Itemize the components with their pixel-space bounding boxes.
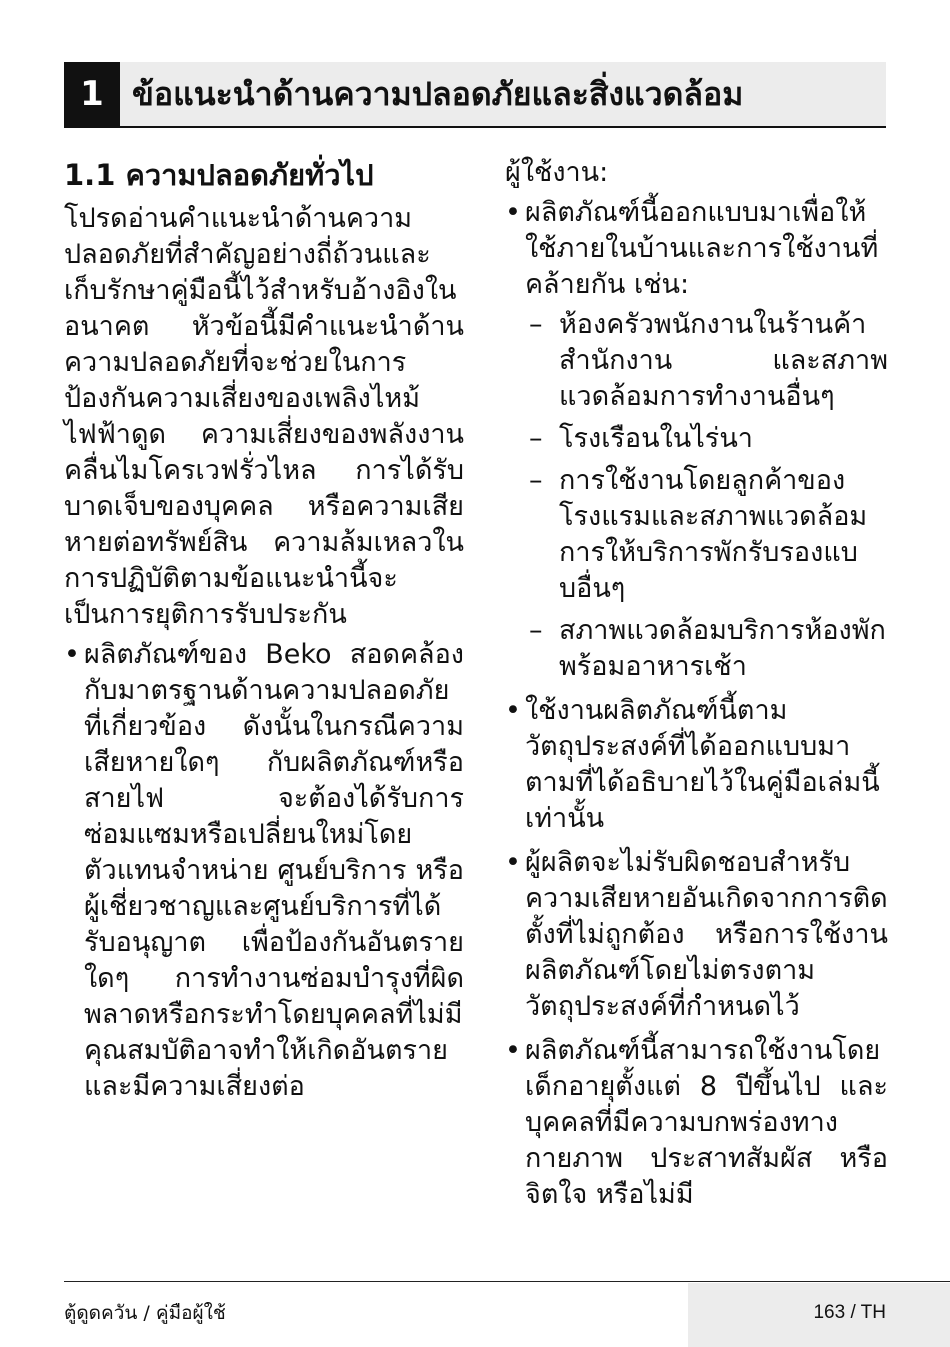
dash-mark: –: [529, 615, 543, 646]
dash-mark: –: [529, 423, 543, 454]
footer-document-title: ตู้ดูดควัน / คู่มือผู้ใช้: [64, 1302, 226, 1324]
bullet-mark: •: [505, 847, 521, 878]
bullet-mark: •: [505, 1035, 521, 1066]
dash-list: [525, 307, 888, 685]
dash-text: การใช้งานโดยลูกค้าของโรงแรมและสภาพแวดล้อมการให้บริการพักรับรองแบบอื่นๆ: [559, 465, 868, 604]
dash-text: ห้องครัวพนักงานในร้านค้า สำนักงาน และสภาพแวดล้อมการทำงานอื่นๆ: [559, 309, 888, 412]
bullet-text: ผลิตภัณฑ์นี้ออกแบบมาเพื่อให้ใช้ภายในบ้านและการใช้งานที่คล้ายกัน เช่น:: [525, 197, 879, 300]
left-column: [64, 155, 464, 1113]
list-item: [505, 1033, 888, 1213]
left-bullet-list: [64, 637, 464, 1105]
intro-paragraph: โปรดอ่านคำแนะนำด้านความปลอดภัยที่สำคัญอย่างถี่ถ้วนและเก็บรักษาคู่มือนี้ไว้สำหรับอ้างอิงในอนาคต หัวข้อนี้มีคำแนะนำด้านความปลอดภัยที่จะช่วยในการป้องกันความเสี่ยงของเพลิงไหม้ ไฟฟ้าดูด ความเสี่ยงของพลังงานคลื่นไมโครเวฟรั่วไหล การได้รับบาดเจ็บของบุคคล หรือความเสียหายต่อทรัพย์สิน ความล้มเหลวในการปฏิบัติตามข้อแนะนำนี้จะเป็นการยุติการรับประกัน: [64, 203, 464, 630]
dash-item: [525, 307, 888, 415]
dash-mark: –: [529, 465, 543, 496]
right-column: [505, 155, 888, 1221]
right-bullet-list: [505, 195, 888, 1213]
dash-item: [525, 463, 888, 607]
bullet-mark: •: [505, 695, 521, 726]
bullet-text: ผู้ผลิตจะไม่รับผิดชอบสำหรับความเสียหายอันเกิดจากการติดตั้งที่ไม่ถูกต้อง หรือการใช้งานผลิตภัณฑ์โดยไม่ตรงตามวัตถุประสงค์ที่กำหนดไว้: [525, 847, 888, 1022]
chapter-title: ข้อแนะนำด้านความปลอดภัยและสิ่งแวดล้อม: [132, 75, 744, 113]
dash-text: โรงเรือนในไร่นา: [559, 423, 753, 454]
chapter-header: [64, 62, 886, 128]
continued-text: ผู้ใช้งาน:: [505, 157, 609, 188]
bullet-text: ใช้งานผลิตภัณฑ์นี้ตามวัตถุประสงค์ที่ได้ออกแบบมาตามที่ได้อธิบายไว้ในคู่มือเล่มนี้เท่านั้น: [525, 695, 880, 834]
dash-item: [525, 613, 888, 685]
list-item: [505, 845, 888, 1025]
section-title: 1.1 ความปลอดภัยทั่วไป: [64, 158, 374, 192]
list-item: [505, 693, 888, 837]
dash-mark: –: [529, 309, 543, 340]
dash-item: [525, 421, 888, 457]
dash-text: สภาพแวดล้อมบริการห้องพักพร้อมอาหารเช้า: [559, 615, 886, 682]
bullet-text: ผลิตภัณฑ์ของ Beko สอดคล้องกับมาตรฐานด้านความปลอดภัยที่เกี่ยวข้อง ดังนั้นในกรณีความเสียหายใดๆ กับผลิตภัณฑ์หรือสายไฟ จะต้องได้รับการซ่อมแซมหรือเปลี่ยนใหม่โดยตัวแทนจำหน่าย ศูนย์บริการ หรือผู้เชี่ยวชาญและศูนย์บริการที่ได้รับอนุญาต เพื่อป้องกันอันตรายใดๆ การทำงานซ่อมบำรุงที่ผิดพลาดหรือกระทำโดยบุคคลที่ไม่มีคุณสมบัติอาจทำให้เกิดอันตรายและมีความเสี่ยงต่อ: [84, 639, 464, 1102]
list-item: [64, 637, 464, 1105]
list-item: [505, 195, 888, 685]
footer-divider: [64, 1281, 950, 1282]
bullet-mark: •: [505, 197, 521, 228]
bullet-mark: •: [64, 639, 80, 670]
bullet-text: ผลิตภัณฑ์นี้สามารถใช้งานโดยเด็กอายุตั้งแต่ 8 ปีขึ้นไป และบุคคลที่มีความบกพร่องทางกายภาพ ประสาทสัมผัส หรือจิตใจ หรือไม่มี: [525, 1035, 888, 1210]
chapter-number: 1: [64, 62, 120, 126]
footer-page-number: 163 / TH: [813, 1302, 886, 1323]
